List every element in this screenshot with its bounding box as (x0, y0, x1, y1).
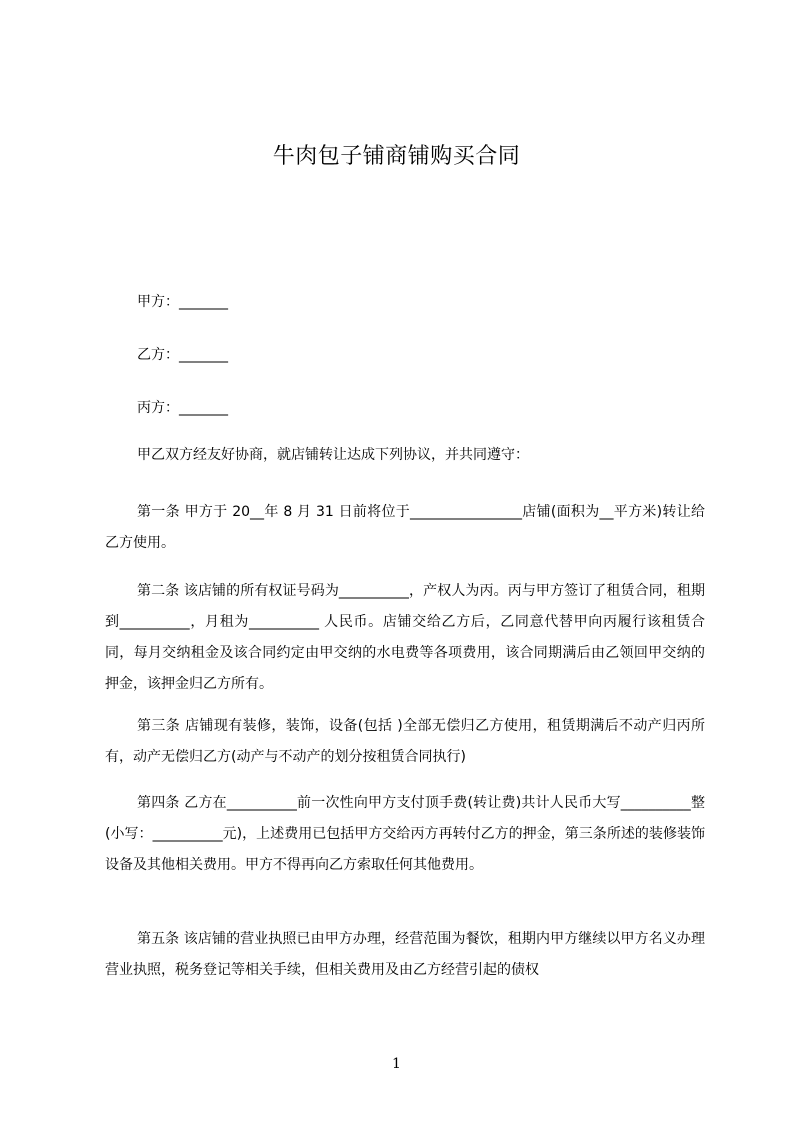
article-4: 第四条 乙方在__________前一次性向甲方支付顶手费(转让费)共计人民币大写__________整(小写：__________元)，上述费用已包括甲方交给丙方再转付乙方的押金，第三条所述的装修装饰设备及其他相关费用。甲方不得再向乙方索取任何其他费用。 (105, 795, 705, 873)
party-b-line: 乙方：_______ (137, 347, 228, 363)
article-2: 第二条 该店铺的所有权证号码为__________，产权人为丙。丙与甲方签订了租赁合同，租期到__________，月租为__________ 人民币。店铺交给乙方后，乙同意代替甲向丙履行该租赁合同，每月交纳租金及该合同约定由甲交纳的水电费等各项费用，该合同期满后由乙领回甲交纳的押金，该押金归乙方所有。 (105, 583, 705, 692)
party-a-line: 甲方：_______ (137, 294, 228, 310)
intro-paragraph: 甲乙双方经友好协商，就店铺转让达成下列协议，并共同遵守： (137, 447, 529, 463)
article-1: 第一条 甲方于 20__年 8 月 31 日前将位于________________店铺(面积为__平方米)转让给乙方使用。 (105, 504, 705, 551)
document-title: 牛肉包子铺商铺购买合同 (272, 144, 521, 169)
article-5: 第五条 该店铺的营业执照已由甲方办理，经营范围为餐饮，租期内甲方继续以甲方名义办理营业执照，税务登记等相关手续，但相关费用及由乙方经营引起的债权 (105, 931, 705, 978)
page-number: 1 (392, 1056, 401, 1072)
party-c-line: 丙方：_______ (137, 400, 228, 416)
article-3: 第三条 店铺现有装修，装饰，设备(包括 )全部无偿归乙方使用，租赁期满后不动产归丙所有，动产无偿归乙方(动产与不动产的划分按租赁合同执行) (105, 718, 705, 765)
